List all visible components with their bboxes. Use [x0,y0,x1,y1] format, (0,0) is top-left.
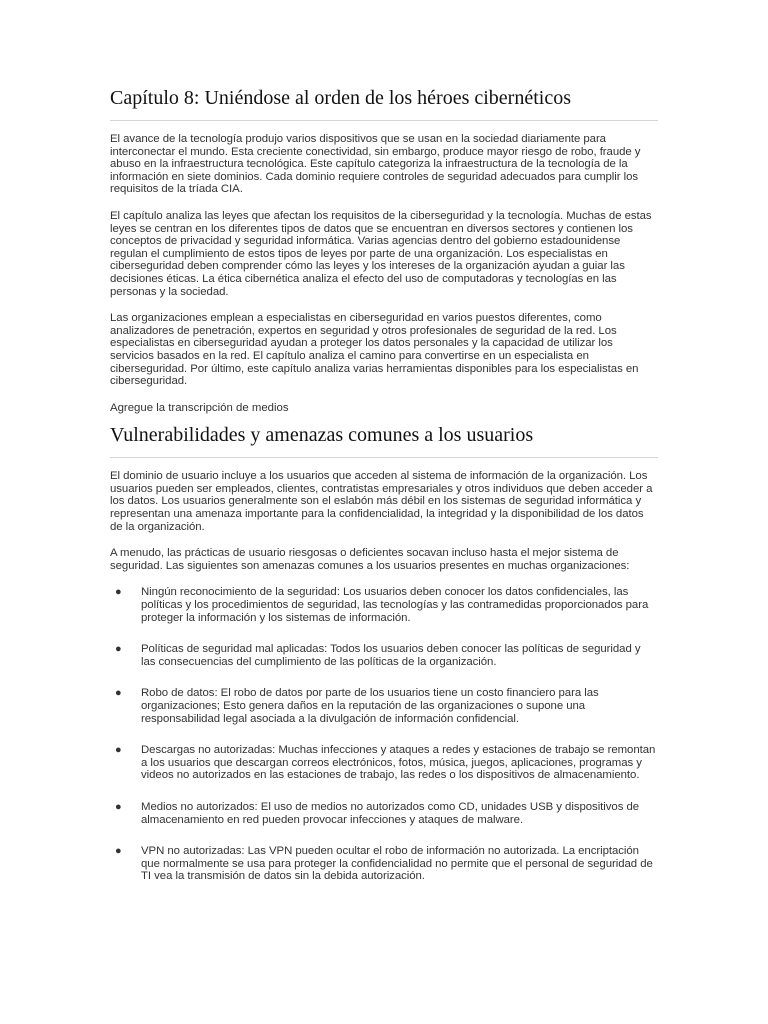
list-item [110,801,658,826]
document-page [110,86,658,902]
list-item-text: Medios no autorizados: El uso de medios no autorizados como CD, unidades USB y dispositivos de almacenamiento en red pueden provocar infecciones y ataques de malware. [141,800,640,826]
list-item [110,744,658,782]
bullet-icon: ● [115,845,122,858]
bullet-icon: ● [115,744,122,757]
chapter-paragraph-1: El avance de la tecnología produjo varios dispositivos que se usan en la sociedad diariamente para interconectar el mundo. Esta creciente conectividad, sin embargo, produce mayor riesgo de robo, fraude y abuso en la infraestructura tecnológica. Este capítulo categoriza la infraestructura de la tecnología de la información en siete dominios. Cada dominio requiere controles de seguridad adecuados para cumplir los requisitos de la tríada CIA. [110,133,641,196]
list-item [110,687,658,725]
chapter-title: Capítulo 8: Uniéndose al orden de los héroes cibernéticos [110,86,658,121]
list-item [110,586,658,624]
list-item-text: Políticas de seguridad mal aplicadas: Todos los usuarios deben conocer las políticas de seguridad y las consecuencias del cumplimiento de las políticas de la organización. [141,643,641,668]
bullet-icon: ● [115,586,122,599]
add-media-transcript-link[interactable]: Agregue la transcripción de medios [110,401,289,414]
user-threats-section [110,423,658,883]
user-threats-body [110,458,658,883]
list-item-text: Descargas no autorizadas: Muchas infecciones y ataques a redes y estaciones de trabajo se remontan a los usuarios que descargan correos electrónicos, fotos, música, juegos, aplicaciones, programas y videos no autorizados en las estaciones de trabajo, las redes o los dispositivos de almacenamiento. [141,744,656,782]
chapter-8-section [110,86,658,414]
chapter-paragraph-3: Las organizaciones emplean a especialistas en ciberseguridad en varios puestos diferentes, como analizadores de penetración, expertos en seguridad y otros profesionales de seguridad de la red. Los especialistas en ciberseguridad ayudan a proteger los datos personales y la capacidad de utilizar los servicios basados en la red. El capítulo analiza el camino para convertirse en un especialista en ciberseguridad. Por último, este capítulo analiza varias herramientas disponibles para los especialistas en ciberseguridad. [110,312,639,388]
list-item-text: Robo de datos: El robo de datos por parte de los usuarios tiene un costo financiero para las organizaciones; Esto genera daños en la reputación de las organizaciones o supone una responsabilidad legal asociada a la divulgación de información confidencial. [141,687,599,725]
bullet-icon: ● [115,687,122,700]
user-threats-paragraph-1: El dominio de usuario incluye a los usuarios que acceden al sistema de información de la organización. Los usuarios pueden ser empleados, clientes, contratistas empresariales y otros individuos que deben acceder a los datos. Los usuarios generalmente son el eslabón más débil en los sistemas de seguridad informática y representan una amenaza importante para la confidencialidad, la integridad y la disponibilidad de los datos de la organización. [110,470,653,533]
bullet-icon: ● [115,800,122,813]
list-item [110,845,658,883]
threat-list [110,586,658,883]
chapter-body [110,121,658,414]
list-item-text: Ningún reconocimiento de la seguridad: Los usuarios deben conocer los datos confidenciales, las políticas y los procedimientos de seguridad, las tecnologías y las contramedidas proporcionados para proteger la información y los sistemas de información. [141,586,649,624]
chapter-paragraph-2: El capítulo analiza las leyes que afectan los requisitos de la ciberseguridad y la tecnología. Muchas de estas leyes se centran en los diferentes tipos de datos que se encuentran en diversos sectores y contienen los conceptos de privacidad y seguridad informática. Varias agencias dentro del gobierno estadounidense regulan el cumplimiento de estos tipos de leyes por parte de una organización. Los especialistas en ciberseguridad deben comprender cómo las leyes y los intereses de la organización ayudan a guiar las decisiones éticas. La ética cibernética analiza el efecto del uso de computadoras y tecnologías en las personas y la sociedad. [110,209,652,298]
user-threats-paragraph-2: A menudo, las prácticas de usuario riesgosas o deficientes socavan incluso hasta el mejor sistema de seguridad. Las siguientes son amenazas comunes a los usuarios presentes en muchas organizaciones: [110,547,630,572]
user-threats-title: Vulnerabilidades y amenazas comunes a los usuarios [110,423,658,458]
bullet-icon: ● [115,643,122,656]
list-item-text: VPN no autorizadas: Las VPN pueden ocultar el robo de información no autorizada. La encriptación que normalmente se usa para proteger la confidencialidad no permite que el personal de seguridad de TI vea la transmisión de datos sin la debida autorización. [141,845,653,883]
list-item [110,643,658,668]
